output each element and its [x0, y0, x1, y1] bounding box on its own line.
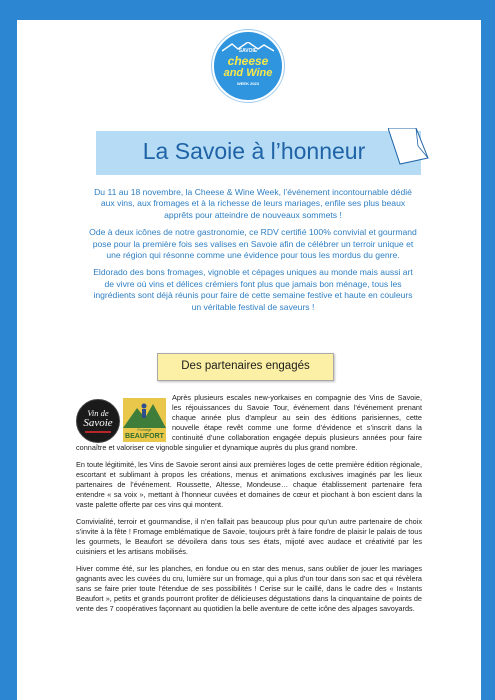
page-title: La Savoie à l’honneur: [142, 138, 366, 164]
body-paragraph: Hiver comme été, sur les planches, en fondue ou en star des menus, sans oublier de jouer les mariages gagnants avec les cuvées du cru, lumière sur un fromage, qui a plus d’un tour dans son sac et qui révèlera sans se faire prier toute l’étendue de ses possibilités ! Cerise sur le caillé, dans le cadre des « Instants Beaufort », petits et grands pourront profiter de délicieuses dégustations dans la cinquantaine de points de vente des 7 coopératives façonnant au quotidien la belle aventure de cette icône des alpages savoyards.: [76, 564, 422, 613]
intro-paragraph: Ode à deux icônes de notre gastronomie, ce RDV certifié 100% convivial et gourmand pose pour la première fois ses valises en Savoie afin de célébrer un terroir unique et une région qui résonne comme une évidence pour tous les mordus du genre.: [89, 227, 417, 261]
event-logo: [212, 30, 284, 102]
body-paragraph: En toute légitimité, les Vins de Savoie seront ainsi aux premières loges de cette première édition régionale, escortant et sublimant à propos les créations, menus et animations exclusives imaginés par les lieux partenaires de l’événement. Roussette, Altesse, Mondeuse… chaque établissement partenaire fera entendre « sa voix », mettant à l’honneur cuvées et domaines de cœur et piochant à bon escient dans la vaste palette offerte par ces vins qui montent.: [76, 460, 422, 509]
body-paragraph: Convivialité, terroir et gourmandise, il n’en fallait pas beaucoup plus pour qu’un autre partenaire de choix s’invite à la fête ! Fromage emblématique de Savoie, toujours prêt à faire fondre de plaisir le palais de tous les gourmets, le Beaufort se dévoilera dans tous ses états, mijoté avec audace et créativité par les cuisiniers et les artisans mobilisés.: [76, 517, 422, 556]
page-curl-icon: [388, 128, 430, 168]
beaufort-logo-line2: BEAUFORT: [125, 433, 164, 440]
logo-line-and-wine: and Wine: [223, 67, 273, 79]
logo-spacer: [76, 393, 172, 443]
logo-line-week: WEEK 2023: [236, 81, 259, 86]
beaufort-logo-line1: Fromage: [137, 428, 152, 432]
logo-line-savoie: SAVOIE: [238, 48, 258, 54]
intro-paragraph: Eldorado des bons fromages, vignoble et cépages uniques au monde mais aussi art de vivre où vins et délices crémiers font plus que jamais bon ménage, tous les ingrédients sont déjà réunis pour faire de cette semaine festive et haute en couleurs un véritable festival de saveurs !: [93, 267, 413, 312]
intro-paragraph: Du 11 au 18 novembre, la Cheese & Wine Week, l’événement incontournable dédié aux vins, aux fromages et à la richesse de leurs mariages, enfile ses plus beaux apprêts pour atteindre de nouveaux sommets !: [94, 187, 412, 220]
logo-line-cheese: cheese: [227, 54, 269, 68]
section-heading: Des partenaires engagés: [181, 360, 310, 372]
body-paragraph: Après plusieurs escales new-yorkaises en compagnie des Vins de Savoie, les réjouissances du Savoie Tour, événement dans l’événement prenant chaque année plus d’ampleur au sein des éditions parisiennes, cette nouvelle étape revêt comme une forme d’évidence et s’inscrit dans la continuité d’une collaboration engagée depuis plusieurs années pour faire connaître et valoriser ce vignoble singulier et dynamique auprès du plus grand nombre.: [76, 393, 422, 452]
intro-text: [88, 187, 418, 319]
vins-logo-line1: Vin de: [87, 408, 109, 418]
vins-logo-line2: Savoie: [83, 417, 113, 429]
body-text: [76, 393, 422, 621]
